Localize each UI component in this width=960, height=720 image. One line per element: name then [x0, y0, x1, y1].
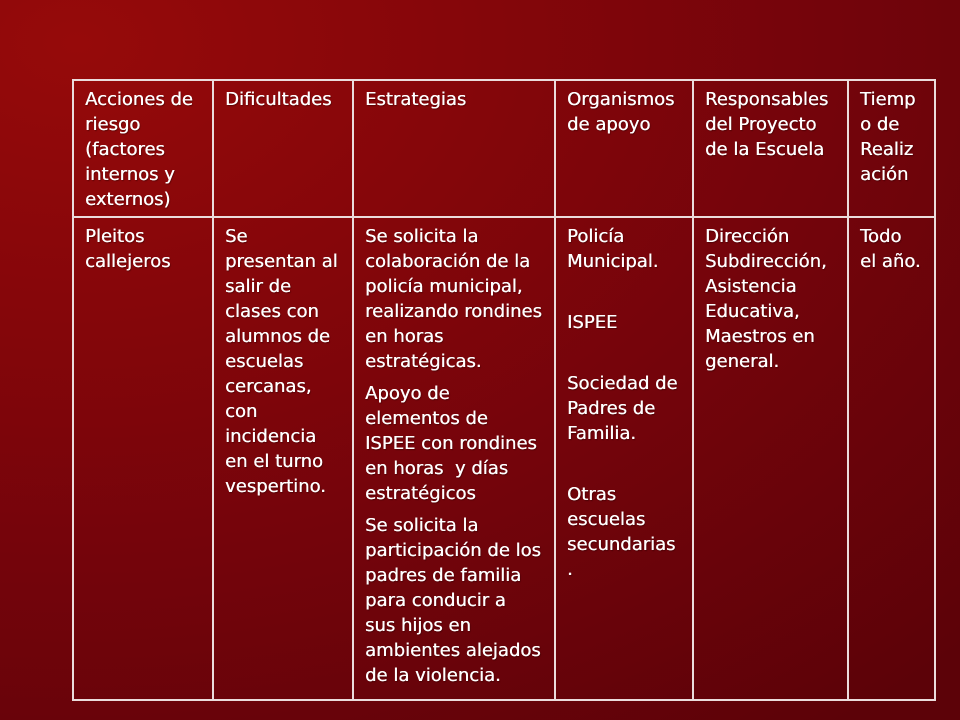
table-header-row: [73, 80, 935, 217]
cell-paragraph: Se presentan al salir de clases con alumnos de escuelas cercanas, con incidencia en el turno vespertino.: [225, 226, 338, 497]
cell-dificultades: [213, 217, 353, 700]
header-text: Tiemp o de Realiz ación: [860, 89, 916, 185]
cell-tiempo-de-realizacion: [848, 217, 935, 700]
cell-responsables: [693, 217, 848, 700]
cell-paragraph: Se solicita la colaboración de la policía municipal, realizando rondines en horas estratégicas.: [365, 226, 542, 372]
cell-paragraph: Apoyo de elementos de ISPEE con rondines en horas y días estratégicos: [365, 383, 537, 504]
header-estrategias: [353, 80, 555, 217]
cell-acciones-de-riesgo: [73, 217, 213, 700]
header-acciones-de-riesgo: [73, 80, 213, 217]
cell-paragraph: Sociedad de Padres de Familia.: [567, 373, 678, 444]
cell-paragraph: ISPEE: [567, 312, 618, 333]
cell-organismos-de-apoyo: [555, 217, 693, 700]
cell-paragraph: Todo el año.: [860, 226, 921, 272]
header-text: Dificultades: [225, 89, 332, 110]
header-text: Organismos de apoyo: [567, 89, 675, 135]
header-dificultades: [213, 80, 353, 217]
risk-actions-table: [72, 79, 936, 701]
cell-paragraph: Se solicita la participación de los padres de familia para conducir a sus hijos en ambientes alejados de la violencia.: [365, 515, 541, 686]
cell-estrategias: [353, 217, 555, 700]
header-text: Acciones de riesgo (factores internos y externos): [85, 89, 193, 210]
cell-paragraph: Otras escuelas secundarias .: [567, 484, 676, 580]
cell-paragraph: Policía Municipal.: [567, 226, 659, 272]
header-tiempo-de-realizacion: [848, 80, 935, 217]
header-responsables: [693, 80, 848, 217]
header-organismos-de-apoyo: [555, 80, 693, 217]
cell-paragraph: Dirección Subdirección, Asistencia Educativa, Maestros en general.: [705, 226, 827, 372]
header-text: Responsables del Proyecto de la Escuela: [705, 89, 829, 160]
table-row: [73, 217, 935, 700]
cell-paragraph: Pleitos callejeros: [85, 226, 171, 272]
header-text: Estrategias: [365, 89, 467, 110]
